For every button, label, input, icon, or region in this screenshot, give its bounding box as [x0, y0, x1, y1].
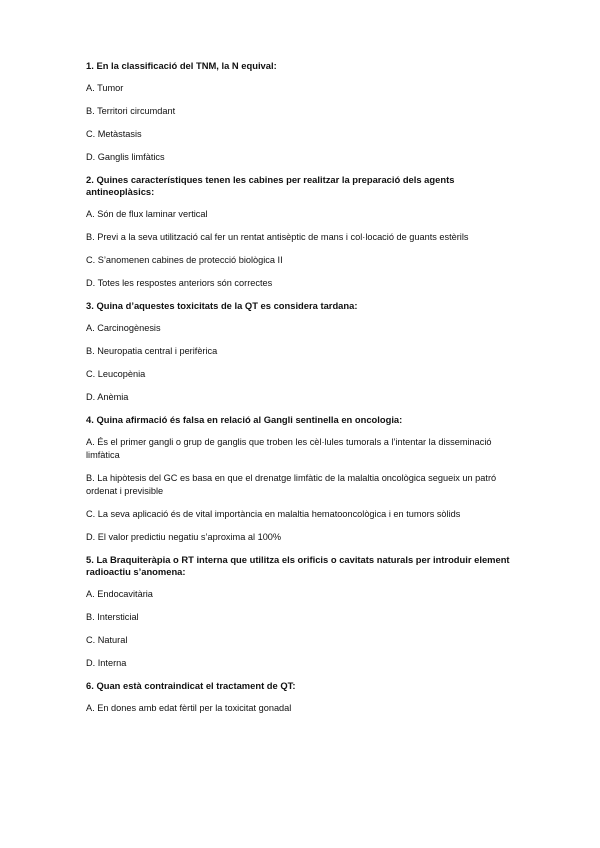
- option-b: B. Neuropatia central i perifèrica: [86, 346, 218, 356]
- question-3: [86, 300, 516, 404]
- option-d: D. Totes les respostes anteriors són correctes: [86, 278, 273, 288]
- option-d: D. Ganglis limfàtics: [86, 152, 165, 162]
- question-title: 6. Quan està contraindicat el tractament de QT:: [86, 680, 296, 691]
- option-d: D. El valor predictiu negatiu s’aproxima al 100%: [86, 532, 282, 542]
- option-a: A. En dones amb edat fèrtil per la toxicitat gonadal: [86, 703, 292, 713]
- option-c: C. Metàstasis: [86, 129, 142, 139]
- document-page: [86, 60, 516, 725]
- question-1: [86, 60, 516, 164]
- question-title: 5. La Braquiteràpia o RT interna que utilitza els orificis o cavitats naturals per introduir element radioactiu s’anomena:: [86, 554, 510, 577]
- option-a: A. Són de flux laminar vertical: [86, 209, 208, 219]
- option-a: A. Tumor: [86, 83, 124, 93]
- option-b: B. La hipòtesis del GC es basa en que el drenatge limfàtic de la malaltia oncològica segueix un patró ordenat i previsible: [86, 473, 497, 496]
- question-title: 4. Quina afirmació és falsa en relació al Gangli sentinella en oncologia:: [86, 414, 403, 425]
- option-a: A. Endocavitària: [86, 589, 153, 599]
- question-6: [86, 680, 516, 715]
- question-2: [86, 174, 516, 290]
- option-a: A. Carcinogènesis: [86, 323, 161, 333]
- option-c: C. Natural: [86, 635, 128, 645]
- option-b: B. Intersticial: [86, 612, 139, 622]
- option-d: D. Interna: [86, 658, 127, 668]
- option-b: B. Territori circumdant: [86, 106, 176, 116]
- option-c: C. La seva aplicació és de vital importància en malaltia hematooncològica i en tumors sòlids: [86, 509, 461, 519]
- option-c: C. S’anomenen cabines de protecció biològica II: [86, 255, 283, 265]
- question-title: 1. En la classificació del TNM, la N equival:: [86, 60, 277, 71]
- question-4: [86, 414, 516, 544]
- option-b: B. Previ a la seva utilització cal fer un rentat antisèptic de mans i col·locació de guants estèrils: [86, 232, 469, 242]
- option-d: D. Anèmia: [86, 392, 129, 402]
- question-title: 3. Quina d’aquestes toxicitats de la QT es considera tardana:: [86, 300, 358, 311]
- question-5: [86, 554, 516, 670]
- option-c: C. Leucopènia: [86, 369, 146, 379]
- question-title: 2. Quines característiques tenen les cabines per realitzar la preparació dels agents antineoplàsics:: [86, 174, 455, 197]
- option-a: A. És el primer gangli o grup de ganglis que troben les cèl·lules tumorals a l’intentar la disseminació limfàtica: [86, 437, 492, 460]
